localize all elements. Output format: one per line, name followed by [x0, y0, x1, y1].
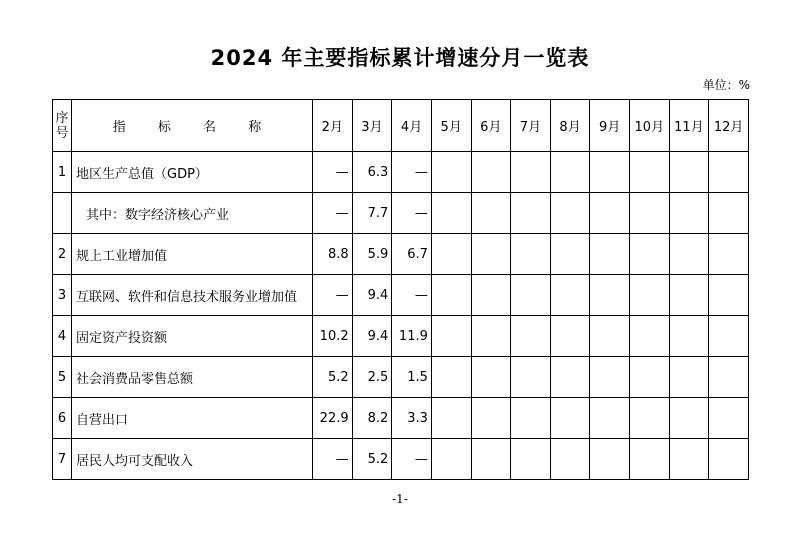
row-index [53, 193, 72, 234]
row-value-cell [709, 439, 749, 480]
table-row [53, 234, 749, 275]
row-value-cell [630, 193, 670, 234]
row-value-cell [590, 275, 630, 316]
row-index: 4 [53, 316, 72, 357]
header-month: 12月 [709, 100, 749, 152]
table-body [53, 152, 749, 480]
row-indicator-name: 固定资产投资额 [72, 316, 313, 357]
page-number: -1- [392, 492, 408, 506]
row-value-cell: 9.4 [352, 275, 392, 316]
row-value-cell [431, 152, 471, 193]
row-value-cell: 8.2 [352, 398, 392, 439]
row-value-cell: 5.9 [352, 234, 392, 275]
row-value-cell [471, 398, 511, 439]
row-value-cell [709, 316, 749, 357]
row-value-cell [550, 357, 590, 398]
header-month: 7月 [511, 100, 551, 152]
header-month: 2月 [313, 100, 353, 152]
row-value-cell: 22.9 [313, 398, 353, 439]
row-value-cell [471, 193, 511, 234]
row-value-cell [630, 439, 670, 480]
header-month: 4月 [392, 100, 432, 152]
row-value-cell: 1.5 [392, 357, 432, 398]
row-index: 3 [53, 275, 72, 316]
row-value-cell: — [313, 193, 353, 234]
row-value-cell: — [392, 193, 432, 234]
row-value-cell: 6.7 [392, 234, 432, 275]
row-value-cell [590, 193, 630, 234]
row-value-cell [590, 152, 630, 193]
row-value-cell [709, 234, 749, 275]
indicator-table [52, 99, 749, 480]
row-value-cell: 5.2 [313, 357, 353, 398]
header-month: 3月 [352, 100, 392, 152]
row-value-cell [590, 234, 630, 275]
header-index-label: 序号 [55, 110, 69, 141]
row-value-cell [630, 316, 670, 357]
row-value-cell [630, 275, 670, 316]
row-value-cell [550, 316, 590, 357]
row-value-cell [431, 275, 471, 316]
row-value-cell [709, 275, 749, 316]
row-value-cell [550, 398, 590, 439]
row-value-cell: 11.9 [392, 316, 432, 357]
row-value-cell [550, 193, 590, 234]
row-value-cell [669, 357, 709, 398]
row-index: 5 [53, 357, 72, 398]
row-value-cell [590, 398, 630, 439]
row-value-cell [431, 357, 471, 398]
row-value-cell: 2.5 [352, 357, 392, 398]
row-value-cell [511, 234, 551, 275]
row-value-cell [431, 234, 471, 275]
table-row [53, 275, 749, 316]
row-value-cell [590, 439, 630, 480]
row-value-cell [669, 152, 709, 193]
row-value-cell [511, 316, 551, 357]
row-index: 1 [53, 152, 72, 193]
row-value-cell [669, 234, 709, 275]
row-index: 7 [53, 439, 72, 480]
row-value-cell: 7.7 [352, 193, 392, 234]
row-indicator-name: 其中：数字经济核心产业 [72, 193, 313, 234]
table-row [53, 439, 749, 480]
row-value-cell [590, 357, 630, 398]
row-value-cell [431, 193, 471, 234]
row-value-cell: — [313, 275, 353, 316]
table-header-row [53, 100, 749, 152]
row-value-cell [511, 275, 551, 316]
header-month: 5月 [431, 100, 471, 152]
row-value-cell: 10.2 [313, 316, 353, 357]
header-month: 8月 [550, 100, 590, 152]
row-value-cell [550, 439, 590, 480]
row-value-cell [630, 234, 670, 275]
row-value-cell: 3.3 [392, 398, 432, 439]
header-month: 6月 [471, 100, 511, 152]
row-value-cell: 8.8 [313, 234, 353, 275]
row-value-cell [630, 357, 670, 398]
row-indicator-name: 地区生产总值（GDP） [72, 152, 313, 193]
header-month: 10月 [630, 100, 670, 152]
row-value-cell [590, 316, 630, 357]
row-value-cell [550, 234, 590, 275]
row-value-cell [471, 439, 511, 480]
row-value-cell [669, 439, 709, 480]
row-value-cell [431, 398, 471, 439]
row-value-cell [709, 193, 749, 234]
row-value-cell: 9.4 [352, 316, 392, 357]
row-value-cell [709, 398, 749, 439]
row-value-cell: — [313, 439, 353, 480]
row-indicator-name: 自营出口 [72, 398, 313, 439]
row-value-cell [630, 398, 670, 439]
row-value-cell [550, 275, 590, 316]
row-value-cell [511, 439, 551, 480]
row-value-cell: — [313, 152, 353, 193]
unit-label: 单位：% [702, 78, 750, 92]
row-indicator-name: 规上工业增加值 [72, 234, 313, 275]
row-indicator-name: 居民人均可支配收入 [72, 439, 313, 480]
row-indicator-name: 社会消费品零售总额 [72, 357, 313, 398]
row-value-cell: — [392, 275, 432, 316]
row-value-cell: — [392, 152, 432, 193]
row-indicator-name: 互联网、软件和信息技术服务业增加值 [72, 275, 313, 316]
row-index: 2 [53, 234, 72, 275]
page-title: 2024 年主要指标累计增速分月一览表 [210, 46, 590, 70]
row-value-cell: 5.2 [352, 439, 392, 480]
table-row [53, 398, 749, 439]
row-value-cell [669, 316, 709, 357]
table-row [53, 193, 749, 234]
row-value-cell [471, 234, 511, 275]
row-value-cell [471, 316, 511, 357]
row-value-cell [431, 439, 471, 480]
row-value-cell [511, 357, 551, 398]
header-name: 指 标 名 称 [72, 100, 313, 152]
row-value-cell [511, 193, 551, 234]
table-row [53, 316, 749, 357]
row-value-cell: 6.3 [352, 152, 392, 193]
row-value-cell [630, 152, 670, 193]
header-month: 11月 [669, 100, 709, 152]
row-index: 6 [53, 398, 72, 439]
row-value-cell [669, 193, 709, 234]
row-value-cell [471, 152, 511, 193]
row-value-cell [431, 316, 471, 357]
row-value-cell [669, 275, 709, 316]
header-month: 9月 [590, 100, 630, 152]
row-value-cell: — [392, 439, 432, 480]
row-value-cell [471, 357, 511, 398]
row-value-cell [669, 398, 709, 439]
row-value-cell [471, 275, 511, 316]
header-index [53, 100, 72, 152]
row-value-cell [511, 398, 551, 439]
row-value-cell [550, 152, 590, 193]
table-row [53, 357, 749, 398]
row-value-cell [709, 357, 749, 398]
row-value-cell [709, 152, 749, 193]
row-value-cell [511, 152, 551, 193]
table-row [53, 152, 749, 193]
